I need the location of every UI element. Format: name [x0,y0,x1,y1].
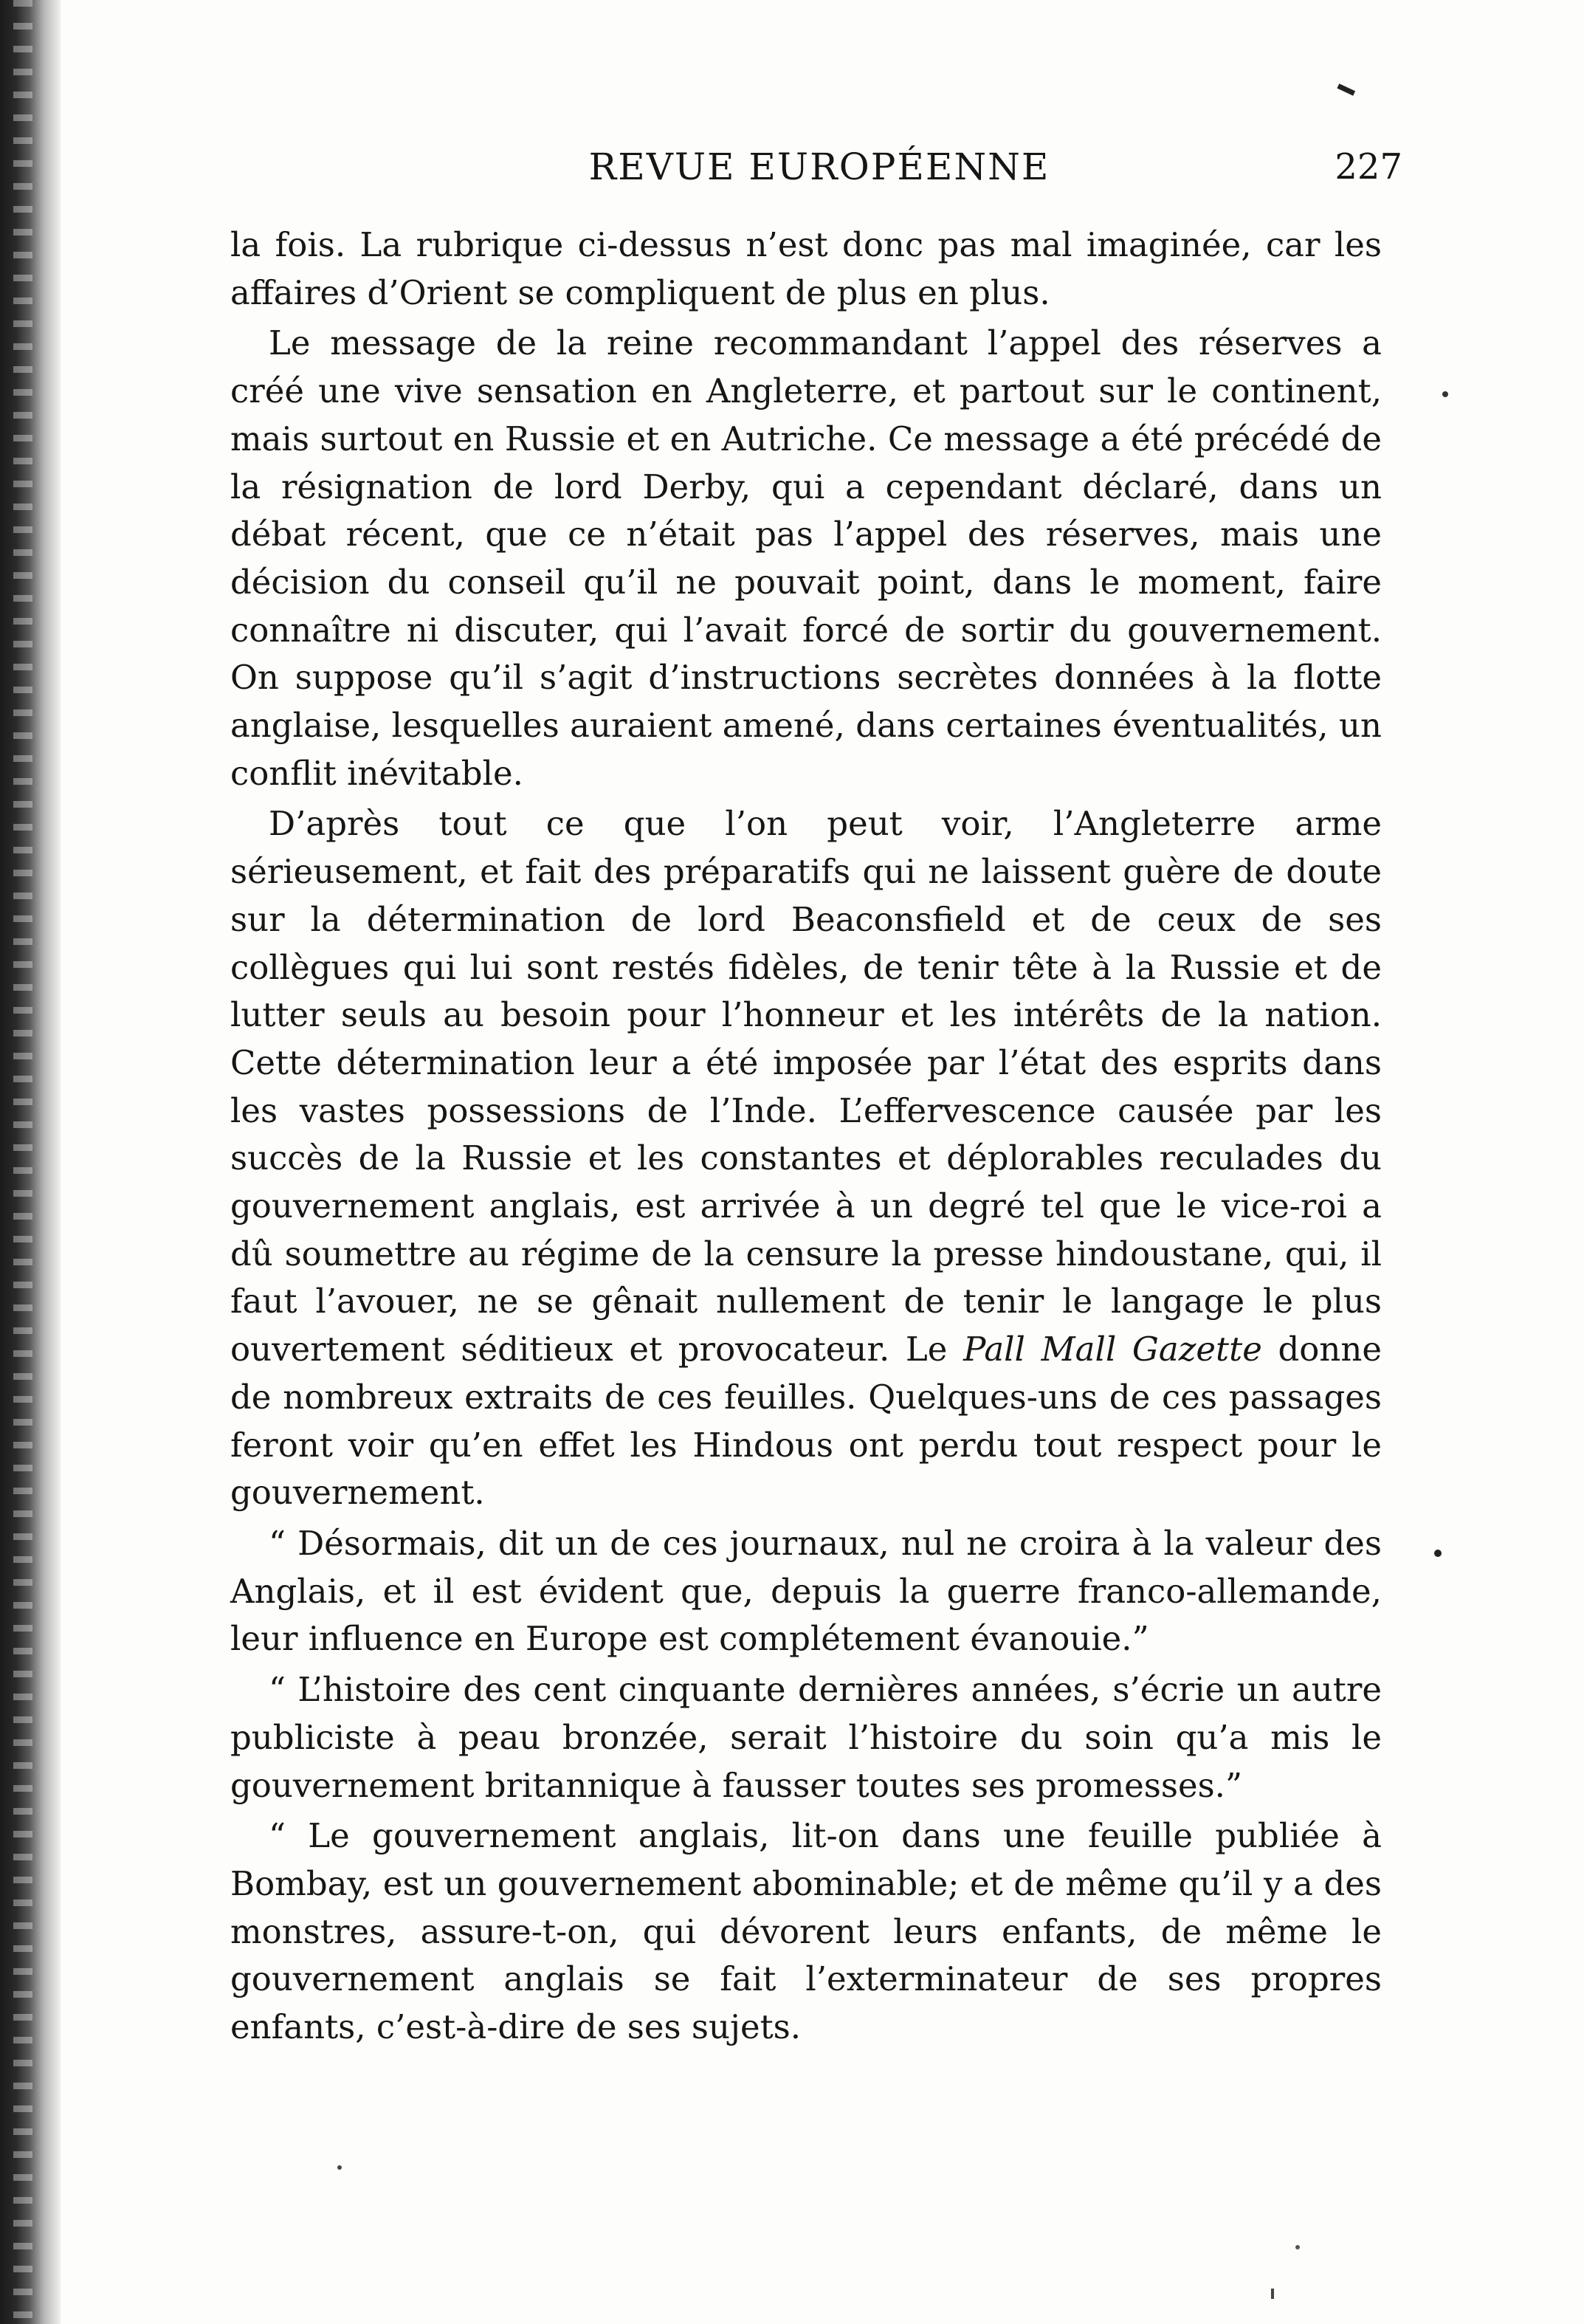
paragraph-england-arms [230,800,1382,1517]
paragraph-queen-message: Le message de la reine recommandant l’appel des réserves a créé une vive sensation en Angleterre, et partout sur le continent, mais surtout en Russie et en Autriche. Ce message a été précédé de la résignation de lord Derby, qui a cependant déclaré, dans un débat récent, que ce n’était pas l’appel des réserves, mais une décision du conseil qu’il ne pouvait point, dans le moment, faire connaître ni discuter, qui l’avait forcé de sortir du gouvernement. On suppose qu’il s’agit d’instructions secrètes données à la flotte anglaise, lesquelles auraient amené, dans certaines éventualités, un conflit inévitable. [230,323,1382,793]
paragraph-text-before: D’après tout ce que l’on peut voir, l’Angleterre arme sérieusement, et fait des préparatifs qui ne laissent guère de doute sur la détermination de lord Beaconsfield et de ceux de ses collègues qui lui sont restés fidèles, de tenir tête à la Russie et de lutter seuls au besoin pour l’honneur et les intérêts de la nation. Cette détermination leur a été imposée par l’état des esprits dans les vastes possessions de l’Inde. L’effervescence causée par les succès de la Russie et les constantes et déplorables reculades du gouvernement anglais, est arrivée à un degré tel que le vice-roi a dû soumettre au régime de la censure la presse hindoustane, qui, il faut l’avouer, ne se gênait nullement de tenir le langage le plus ouvertement séditieux et provocateur. Le [230,804,1382,1369]
body-text [230,221,1382,2055]
paragraph-text-after: donne de nombreux extraits de ces feuilles. Quelques-uns de ces passages feront voir qu’en effet les Hindous ont perdu tout respect pour le gouvernement. [230,1330,1382,1513]
binding-edge-shadow [0,0,61,2324]
paragraph-continuation: la fois. La rubrique ci-dessus n’est donc pas mal imaginée, car les affaires d’Orient se compliquent de plus en plus. [230,225,1382,312]
page-header [236,145,1402,196]
quote-bombay: “ Le gouvernement anglais, lit-on dans une feuille publiée à Bombay, est un gouvernement abominable; et de même qu’il y a des monstres, assure-t-on, qui dévorent leurs enfants, de même le gouvernement anglais se fait l’exterminateur de ses propres enfants, c’est-à-dire de ses sujets. [230,1816,1382,2047]
running-title: REVUE EUROPÉENNE [588,145,1050,188]
quote-desormais: “ Désormais, dit un de ces journaux, nul ne croira à la valeur des Anglais, et il est évident que, depuis la guerre franco-allemande, leur influence en Europe est complétement évanouie.” [230,1523,1382,1659]
page-number: 227 [1335,146,1402,188]
quote-histoire: “ L’histoire des cent cinquante dernières années, s’écrie un autre publiciste à peau bronzée, serait l’histoire du soin qu’a mis le gouvernement britannique à fausser toutes ses promesses.” [230,1670,1382,1805]
periodical-title: Pall Mall Gazette [963,1330,1262,1369]
